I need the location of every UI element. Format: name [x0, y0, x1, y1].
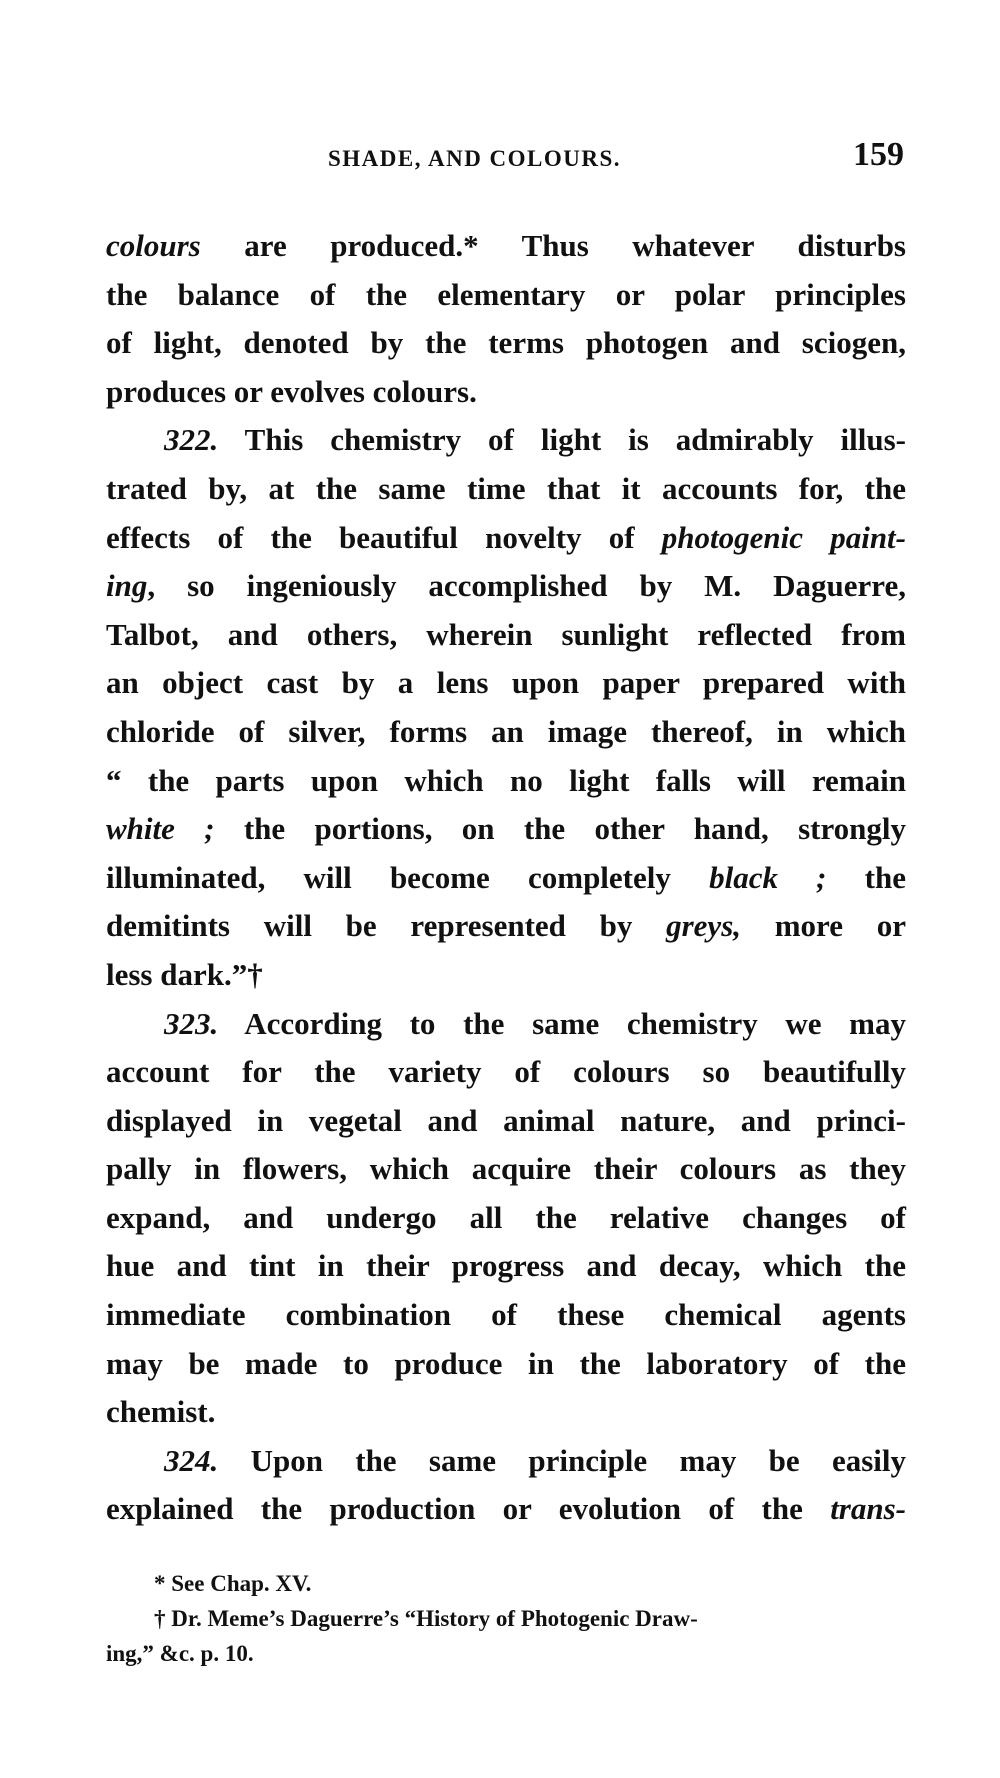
- text-line: displayed in vegetal and animal nature, and princi-: [106, 1102, 906, 1138]
- page-number: 159: [853, 136, 904, 173]
- text-line: colours are produced.* Thus whatever disturbs: [106, 228, 906, 263]
- text-line: the balance of the elementary or polar principles: [106, 276, 906, 312]
- body-text: [106, 222, 906, 1534]
- text-line: less dark.”†: [106, 956, 263, 992]
- text-line: effects of the beautiful novelty of photogenic paint-: [106, 519, 906, 555]
- paragraph-322-start: 322. This chemistry of light is admirably illus-: [164, 422, 906, 458]
- paragraph-323-start: 323. According to the same chemistry we may: [164, 1005, 906, 1041]
- paragraph-324-start: 324. Upon the same principle may be easily: [164, 1442, 906, 1478]
- footnote: † Dr. Meme’s Daguerre’s “History of Photogenic Draw-: [154, 1606, 698, 1631]
- footnote: * See Chap. XV.: [154, 1571, 312, 1596]
- text-line: hue and tint in their progress and decay, which the: [106, 1248, 906, 1284]
- text-line: “ the parts upon which no light falls will remain: [106, 762, 906, 798]
- text-line: chemist.: [106, 1394, 216, 1430]
- footnotes: [106, 1566, 906, 1671]
- text-line: may be made to produce in the laboratory of the: [106, 1345, 906, 1381]
- text-line: ing, so ingeniously accomplished by M. Daguerre,: [106, 568, 906, 604]
- paragraph-number: 323.: [164, 1005, 219, 1041]
- text-line: immediate combination of these chemical agents: [106, 1297, 906, 1333]
- text-line: an object cast by a lens upon paper prepared with: [106, 665, 906, 701]
- text-line: chloride of silver, forms an image thereof, in which: [106, 713, 906, 749]
- text-line: explained the production or evolution of the trans-: [106, 1491, 906, 1527]
- text-line: trated by, at the same time that it accounts for, the: [106, 470, 906, 506]
- text-line: Talbot, and others, wherein sunlight reflected from: [106, 616, 906, 652]
- text-line: pally in flowers, which acquire their colours as they: [106, 1151, 906, 1187]
- running-head: SHADE, AND COLOURS.: [328, 146, 622, 171]
- text-line: account for the variety of colours so beautifully: [106, 1054, 906, 1090]
- text-line: of light, denoted by the terms photogen and sciogen,: [106, 325, 906, 361]
- footnote: ing,” &c. p. 10.: [106, 1641, 254, 1666]
- page-header: [106, 136, 906, 182]
- text-line: expand, and undergo all the relative changes of: [106, 1199, 906, 1235]
- paragraph-number: 322.: [164, 422, 219, 458]
- text-line: illuminated, will become completely black ; the: [106, 859, 906, 895]
- text-line: white ; the portions, on the other hand, strongly: [106, 811, 907, 847]
- paragraph-number: 324.: [164, 1442, 219, 1478]
- text-line: demitints will be represented by greys, more or: [106, 908, 906, 944]
- text-line: produces or evolves colours.: [106, 373, 477, 409]
